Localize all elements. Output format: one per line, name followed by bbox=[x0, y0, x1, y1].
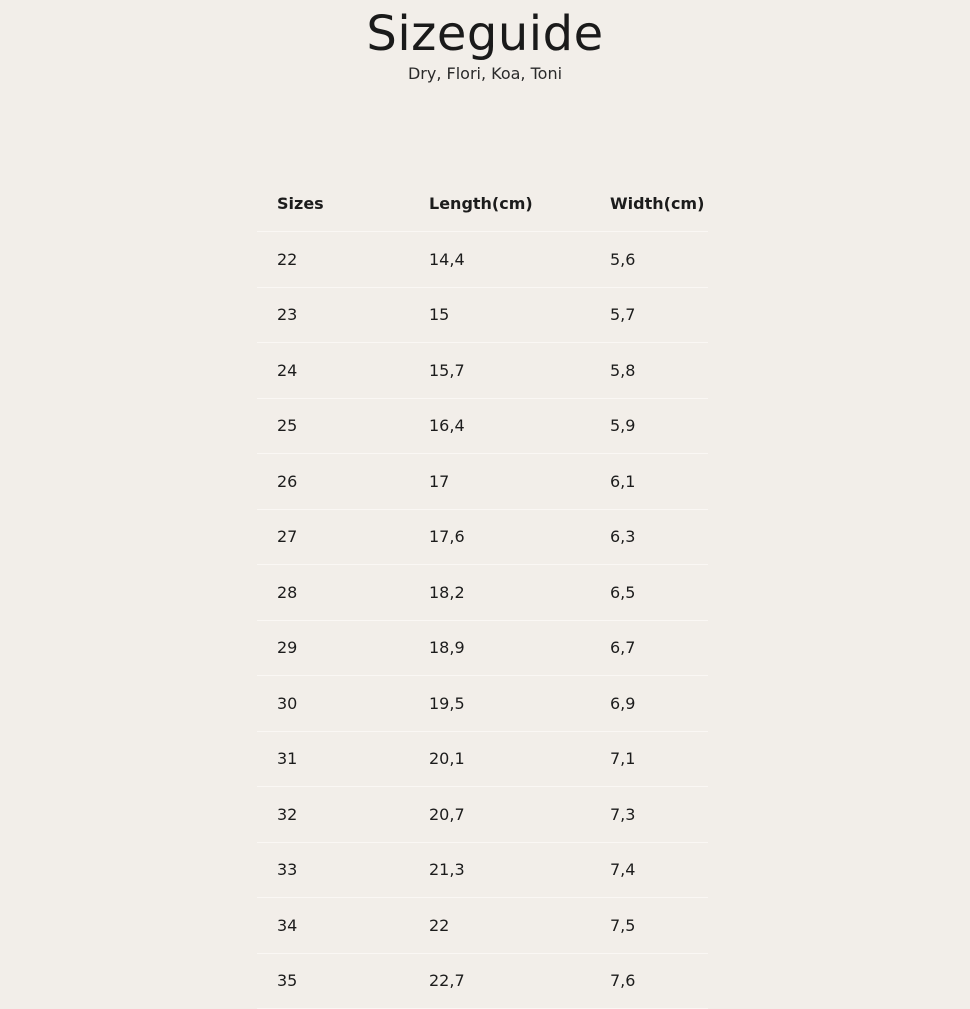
width-cell: 7,3 bbox=[610, 787, 635, 842]
width-cell: 6,3 bbox=[610, 510, 635, 565]
length-cell: 22,7 bbox=[429, 954, 465, 1009]
table-row bbox=[257, 565, 708, 621]
size-cell: 35 bbox=[277, 954, 297, 1009]
table-row bbox=[257, 232, 708, 288]
table-row bbox=[257, 898, 708, 954]
column-header-width: Width(cm) bbox=[610, 175, 704, 231]
size-cell: 24 bbox=[277, 343, 297, 398]
table-row bbox=[257, 621, 708, 677]
size-cell: 27 bbox=[277, 510, 297, 565]
column-header-sizes: Sizes bbox=[277, 175, 324, 231]
width-cell: 5,9 bbox=[610, 399, 635, 454]
length-cell: 22 bbox=[429, 898, 449, 953]
width-cell: 6,9 bbox=[610, 676, 635, 731]
table-row bbox=[257, 510, 708, 566]
table-row bbox=[257, 732, 708, 788]
length-cell: 16,4 bbox=[429, 399, 465, 454]
table-row bbox=[257, 676, 708, 732]
size-cell: 34 bbox=[277, 898, 297, 953]
size-cell: 22 bbox=[277, 232, 297, 287]
width-cell: 6,1 bbox=[610, 454, 635, 509]
width-cell: 7,5 bbox=[610, 898, 635, 953]
table-row bbox=[257, 843, 708, 899]
width-cell: 5,7 bbox=[610, 288, 635, 343]
length-cell: 17 bbox=[429, 454, 449, 509]
size-cell: 32 bbox=[277, 787, 297, 842]
page-title: Sizeguide bbox=[0, 6, 970, 62]
width-cell: 7,4 bbox=[610, 843, 635, 898]
size-table bbox=[257, 175, 708, 1009]
length-cell: 20,7 bbox=[429, 787, 465, 842]
width-cell: 5,8 bbox=[610, 343, 635, 398]
table-row bbox=[257, 787, 708, 843]
table-row bbox=[257, 454, 708, 510]
width-cell: 6,7 bbox=[610, 621, 635, 676]
size-cell: 25 bbox=[277, 399, 297, 454]
length-cell: 19,5 bbox=[429, 676, 465, 731]
width-cell: 7,1 bbox=[610, 732, 635, 787]
length-cell: 18,9 bbox=[429, 621, 465, 676]
width-cell: 5,6 bbox=[610, 232, 635, 287]
size-cell: 33 bbox=[277, 843, 297, 898]
length-cell: 17,6 bbox=[429, 510, 465, 565]
table-header-row bbox=[257, 175, 708, 232]
size-cell: 29 bbox=[277, 621, 297, 676]
table-row bbox=[257, 399, 708, 455]
table-row bbox=[257, 954, 708, 1009]
size-cell: 26 bbox=[277, 454, 297, 509]
size-cell: 30 bbox=[277, 676, 297, 731]
length-cell: 15,7 bbox=[429, 343, 465, 398]
size-cell: 31 bbox=[277, 732, 297, 787]
column-header-length: Length(cm) bbox=[429, 175, 533, 231]
size-cell: 28 bbox=[277, 565, 297, 620]
length-cell: 20,1 bbox=[429, 732, 465, 787]
length-cell: 21,3 bbox=[429, 843, 465, 898]
width-cell: 7,6 bbox=[610, 954, 635, 1009]
length-cell: 15 bbox=[429, 288, 449, 343]
length-cell: 14,4 bbox=[429, 232, 465, 287]
table-row bbox=[257, 288, 708, 344]
length-cell: 18,2 bbox=[429, 565, 465, 620]
page-subtitle: Dry, Flori, Koa, Toni bbox=[0, 63, 970, 85]
table-row bbox=[257, 343, 708, 399]
width-cell: 6,5 bbox=[610, 565, 635, 620]
size-cell: 23 bbox=[277, 288, 297, 343]
